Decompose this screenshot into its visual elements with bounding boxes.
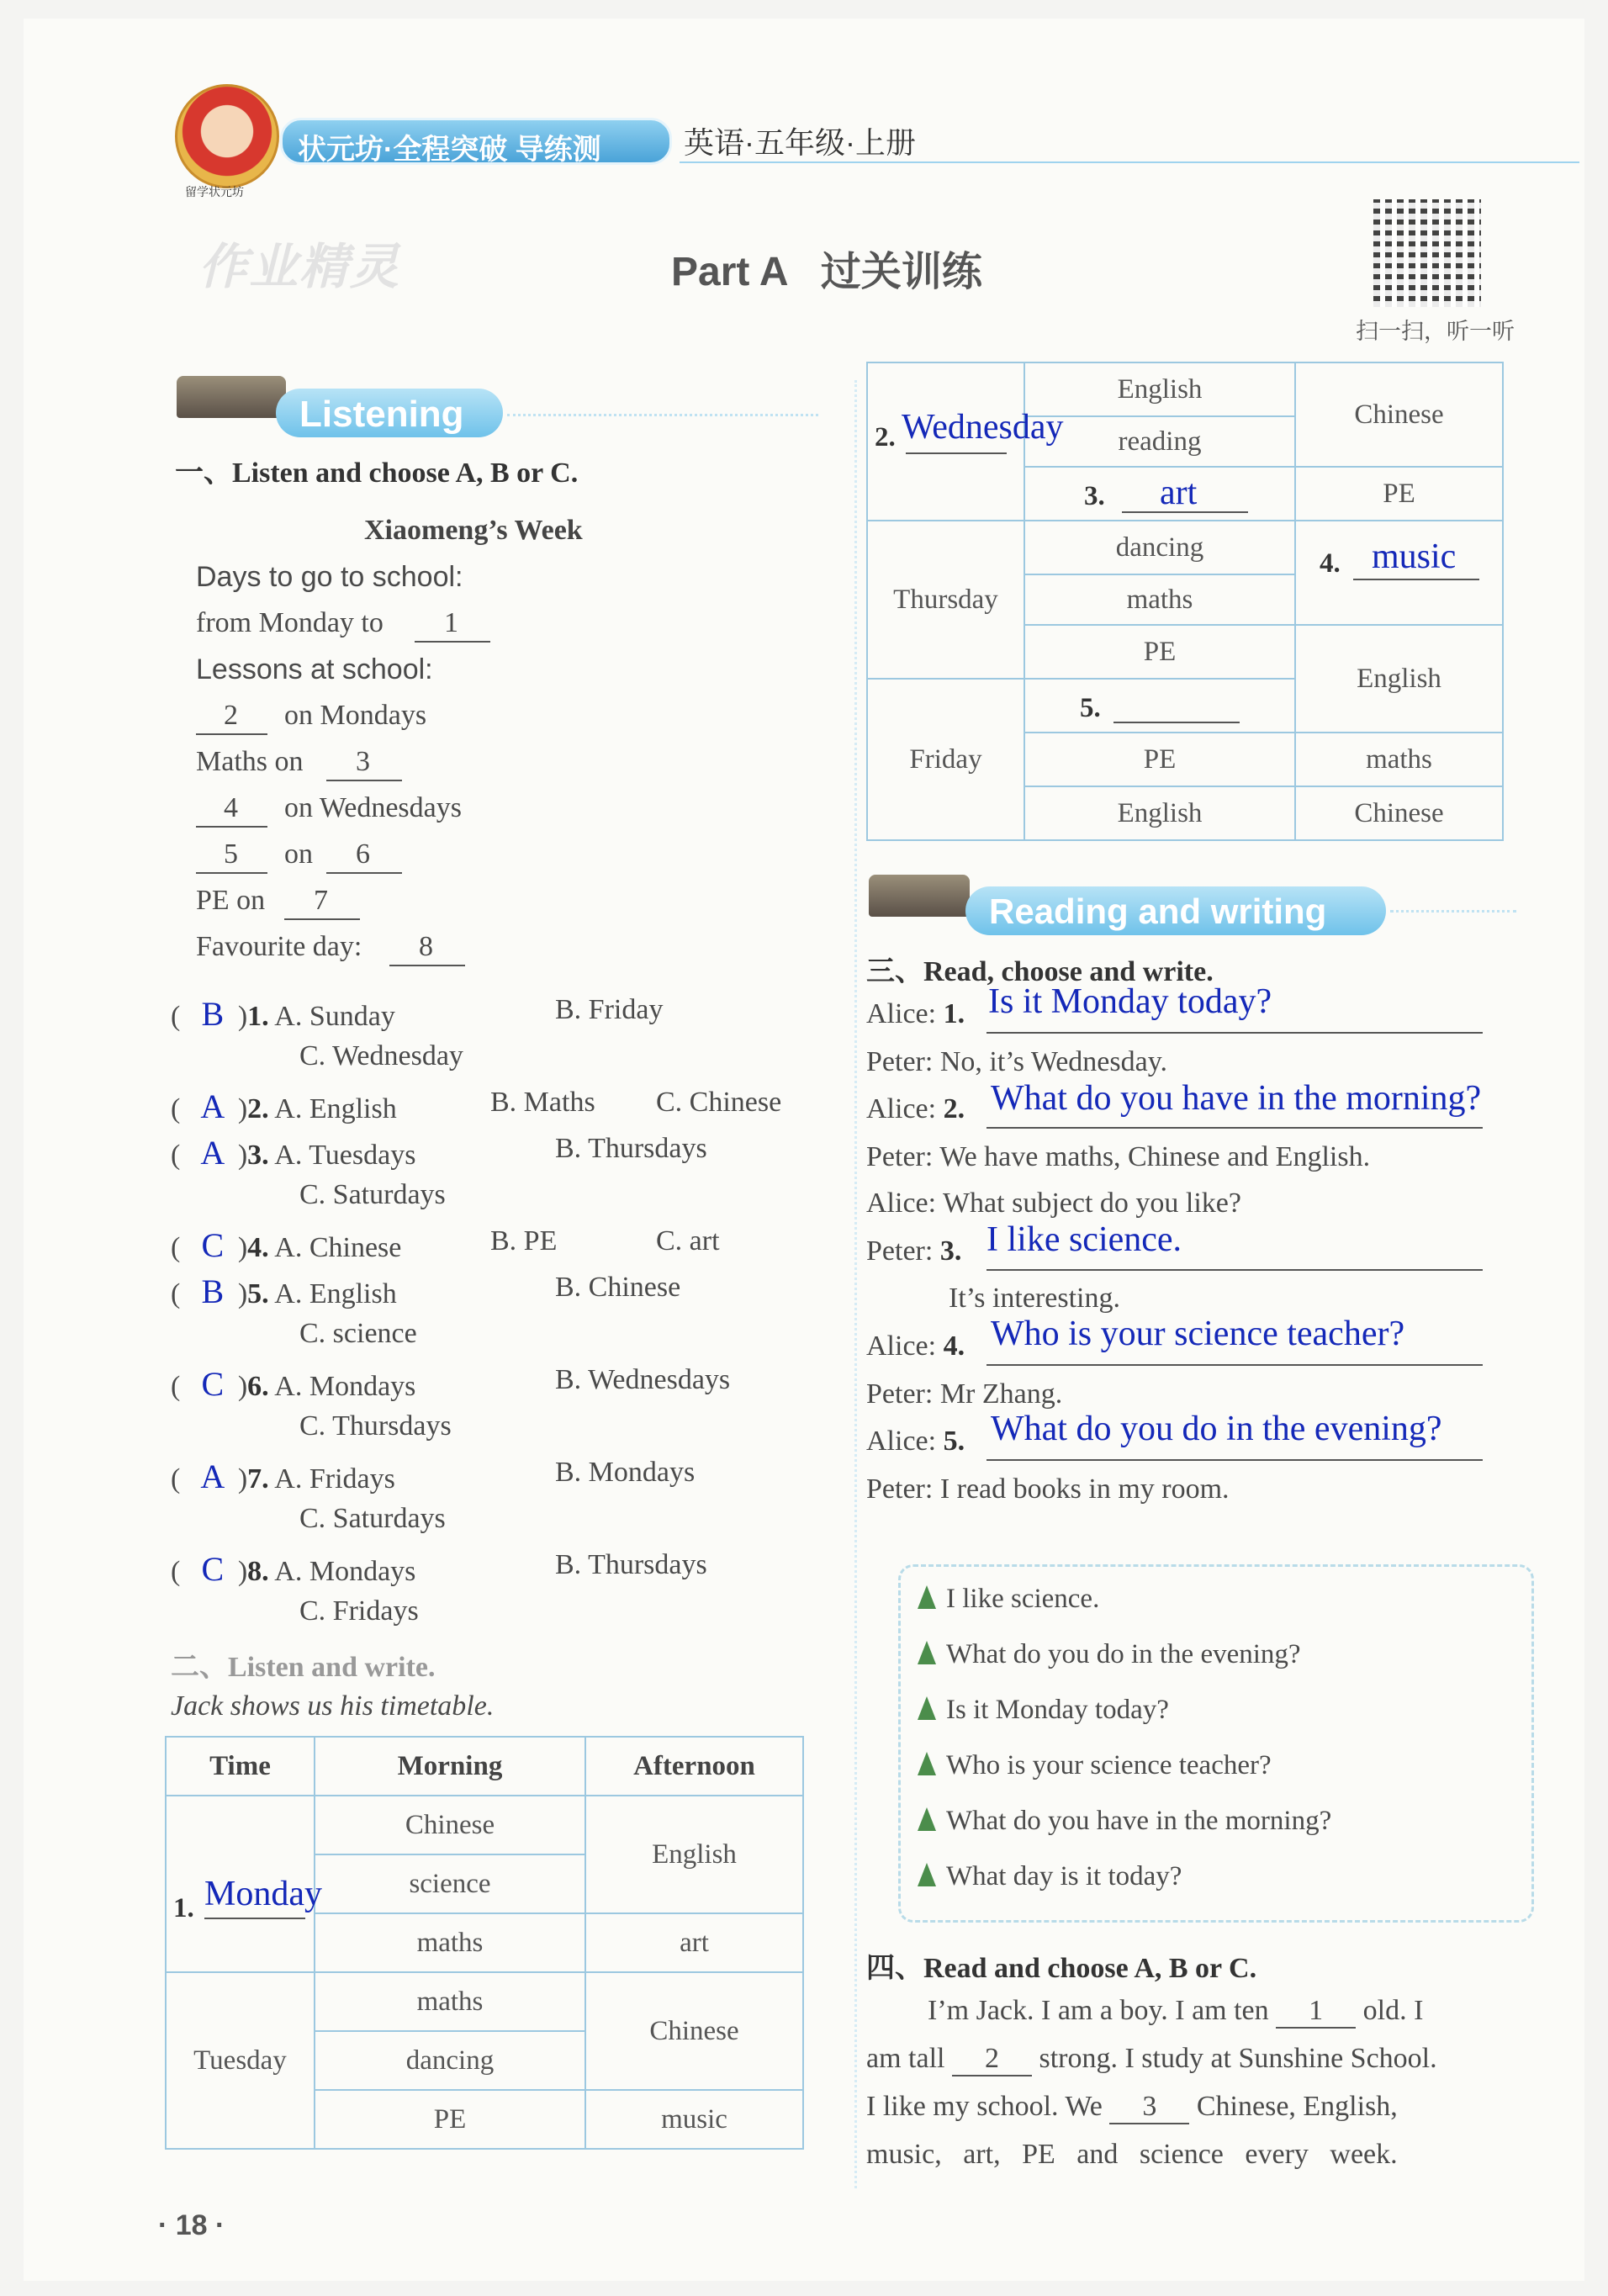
passage-line-2: am tall 2 strong. I study at Sunshine School. xyxy=(866,2043,1437,2076)
options-box xyxy=(898,1564,1534,1923)
question-2: ( A )2. A. English xyxy=(171,1087,397,1125)
dialogue-answer-1: Is it Monday today? xyxy=(988,982,1272,1021)
page-title: Part A 过关训练 xyxy=(671,250,982,294)
option-1: I like science. xyxy=(918,1584,1099,1615)
blank-8-number: 8 xyxy=(419,931,433,962)
dialogue-line-10: Alice: 5. xyxy=(866,1426,965,1457)
question-8: ( C )8. A. Mondays xyxy=(171,1550,416,1588)
dialogue-line-4: Peter: We have maths, Chinese and English. xyxy=(866,1141,1371,1172)
tree-icon xyxy=(918,1863,936,1886)
day-cell-1: 1. Monday xyxy=(166,1796,315,1972)
blank-6 xyxy=(326,872,402,874)
question-2-b: B. Maths xyxy=(490,1087,595,1118)
section2-intro: Jack shows us his timetable. xyxy=(171,1690,495,1722)
passage-line-4: music, art, PE and science every week. xyxy=(866,2139,1398,2170)
tree-icon xyxy=(918,1585,936,1609)
answer-art: art xyxy=(1160,473,1198,512)
blank-5-number: 5 xyxy=(224,839,238,870)
dialogue-line-5: Alice: What subject do you like? xyxy=(866,1188,1241,1219)
lessons-label: Lessons at school: xyxy=(196,653,433,685)
blank-1 xyxy=(415,641,490,643)
dialogue-line-7: It’s interesting. xyxy=(949,1283,1120,1314)
workbook-page xyxy=(24,19,1584,2281)
timetable-left: Time Morning Afternoon 1. Monday Chinese English science maths art Tuesday maths Chinese dancing PE music xyxy=(165,1736,804,2150)
question-8-c: C. Fridays xyxy=(299,1595,419,1627)
reading-banner xyxy=(965,886,1386,935)
header-rule xyxy=(680,161,1579,163)
header-morning: Morning xyxy=(315,1737,585,1796)
answer-music: music xyxy=(1372,537,1457,576)
reading-dotted-rule xyxy=(1390,910,1516,913)
dialogue-answer-3: I like science. xyxy=(986,1220,1182,1259)
dialogue-answer-4: Who is your science teacher? xyxy=(991,1315,1405,1353)
question-5: ( B )5. A. English xyxy=(171,1272,397,1310)
header-time: Time xyxy=(166,1737,315,1796)
listening-banner-label: Listening xyxy=(299,394,464,435)
book-label: 英语·五年级·上册 xyxy=(684,125,916,160)
blank-5 xyxy=(196,872,267,874)
reading-banner-icon xyxy=(869,875,970,917)
dialogue-line-6: Peter: 3. xyxy=(866,1235,962,1267)
blank-6-number: 6 xyxy=(356,839,370,870)
option-5: What do you have in the morning? xyxy=(918,1806,1331,1837)
maths-on-line: Maths on xyxy=(196,746,304,777)
page-number: · 18 · xyxy=(158,2209,225,2241)
reading-banner-label: Reading and writing xyxy=(989,891,1327,931)
dialogue-line-9: Peter: Mr Zhang. xyxy=(866,1378,1063,1410)
listening-banner xyxy=(276,389,503,437)
tree-icon xyxy=(918,1641,936,1664)
dialogue-blank-4 xyxy=(986,1364,1483,1366)
brand-sub: 留学状元坊 xyxy=(185,187,244,199)
tree-icon xyxy=(918,1752,936,1775)
question-6-c: C. Thursdays xyxy=(299,1410,452,1442)
timetable-right: 2. Wednesday English Chinese reading 3. art PE Thursday dancing 4. music maths PE English Friday 5. PE maths English Chinese xyxy=(866,362,1504,841)
dialogue-line-2: Peter: No, it’s Wednesday. xyxy=(866,1046,1167,1077)
question-5-c: C. science xyxy=(299,1318,417,1349)
blank-3 xyxy=(326,780,402,781)
answer-monday: Monday xyxy=(204,1875,322,1913)
question-7-c: C. Saturdays xyxy=(299,1503,446,1534)
section4-title: 四、Read and choose A, B or C. xyxy=(866,1953,1257,1984)
favourite-day-line: Favourite day: xyxy=(196,931,362,962)
question-1-b: B. Friday xyxy=(555,994,664,1025)
question-3: ( A )3. A. Tuesdays xyxy=(171,1134,416,1172)
question-7-b: B. Mondays xyxy=(555,1457,696,1488)
question-2-c: C. Chinese xyxy=(656,1087,782,1118)
listening-banner-icon xyxy=(177,376,286,418)
column-divider xyxy=(854,380,857,2188)
question-4-c: C. art xyxy=(656,1225,720,1256)
series-label: 状元坊·全程突破 导练测 xyxy=(298,134,601,166)
blank-4 xyxy=(196,826,267,828)
dialogue-answer-5: What do you do in the evening? xyxy=(991,1410,1442,1448)
on-line: on xyxy=(284,839,313,870)
question-5-b: B. Chinese xyxy=(555,1272,681,1303)
question-4: ( C )4. A. Chinese xyxy=(171,1226,402,1264)
dialogue-answer-2: What do you have in the morning? xyxy=(991,1079,1482,1118)
blank-7 xyxy=(284,918,360,920)
blank-8 xyxy=(389,965,465,966)
listening-dotted-rule xyxy=(507,414,818,416)
dialogue-line-1: Alice: 1. xyxy=(866,998,965,1029)
blank-4-number: 4 xyxy=(224,792,238,823)
question-7: ( A )7. A. Fridays xyxy=(171,1457,395,1495)
tree-icon xyxy=(918,1696,936,1720)
dialogue-line-3: Alice: 2. xyxy=(866,1093,965,1124)
days-label: Days to go to school: xyxy=(196,561,463,593)
wednesdays-line: on Wednesdays xyxy=(284,792,462,823)
header-afternoon: Afternoon xyxy=(585,1737,803,1796)
dialogue-blank-5 xyxy=(986,1459,1483,1461)
question-6: ( C )6. A. Mondays xyxy=(171,1365,416,1403)
option-2: What do you do in the evening? xyxy=(918,1639,1301,1670)
qr-code-icon xyxy=(1373,199,1481,307)
question-3-c: C. Saturdays xyxy=(299,1179,446,1210)
watermark: 作业精灵 xyxy=(198,240,401,294)
card-title: Xiaomeng’s Week xyxy=(364,515,583,546)
passage-line-1: I’m Jack. I am a boy. I am ten 1 old. I xyxy=(928,1995,1423,2029)
question-1-c: C. Wednesday xyxy=(299,1040,463,1071)
tree-icon xyxy=(918,1807,936,1831)
dialogue-blank-2 xyxy=(986,1127,1483,1129)
option-3: Is it Monday today? xyxy=(918,1695,1169,1726)
question-6-b: B. Wednesdays xyxy=(555,1364,731,1395)
blank-2-number: 2 xyxy=(224,700,238,731)
question-1: ( B )1. A. Sunday xyxy=(171,995,395,1033)
day-cell-wednesday: 2. Wednesday xyxy=(867,362,1024,521)
blank-7-number: 7 xyxy=(314,885,328,916)
from-monday-line: from Monday to xyxy=(196,607,383,638)
pe-on-line: PE on xyxy=(196,885,266,916)
blank-3-number: 3 xyxy=(356,746,370,777)
dialogue-blank-1 xyxy=(986,1032,1483,1034)
question-3-b: B. Thursdays xyxy=(555,1133,707,1164)
section2-title: 二、Listen and write. xyxy=(171,1652,436,1683)
passage-line-3: I like my school. We 3 Chinese, English, xyxy=(866,2091,1398,2124)
blank-2 xyxy=(196,733,267,735)
option-6: What day is it today? xyxy=(918,1861,1182,1892)
blank-1-number: 1 xyxy=(444,607,458,638)
section1-title: 一、Listen and choose A, B or C. xyxy=(175,458,579,489)
dialogue-line-11: Peter: I read books in my room. xyxy=(866,1473,1230,1505)
qr-caption: 扫一扫，听一听 xyxy=(1356,319,1515,344)
option-4: Who is your science teacher? xyxy=(918,1750,1272,1781)
section3-title: 三、Read, choose and write. xyxy=(866,956,1214,987)
mondays-line: on Mondays xyxy=(284,700,427,731)
series-badge xyxy=(280,118,672,165)
question-4-b: B. PE xyxy=(490,1225,558,1256)
question-8-b: B. Thursdays xyxy=(555,1549,707,1580)
dialogue-blank-3 xyxy=(986,1269,1483,1271)
answer-wednesday: Wednesday xyxy=(902,408,1064,447)
dialogue-line-8: Alice: 4. xyxy=(866,1331,965,1362)
brand-logo xyxy=(175,84,279,188)
answer-1: B xyxy=(201,995,225,1033)
